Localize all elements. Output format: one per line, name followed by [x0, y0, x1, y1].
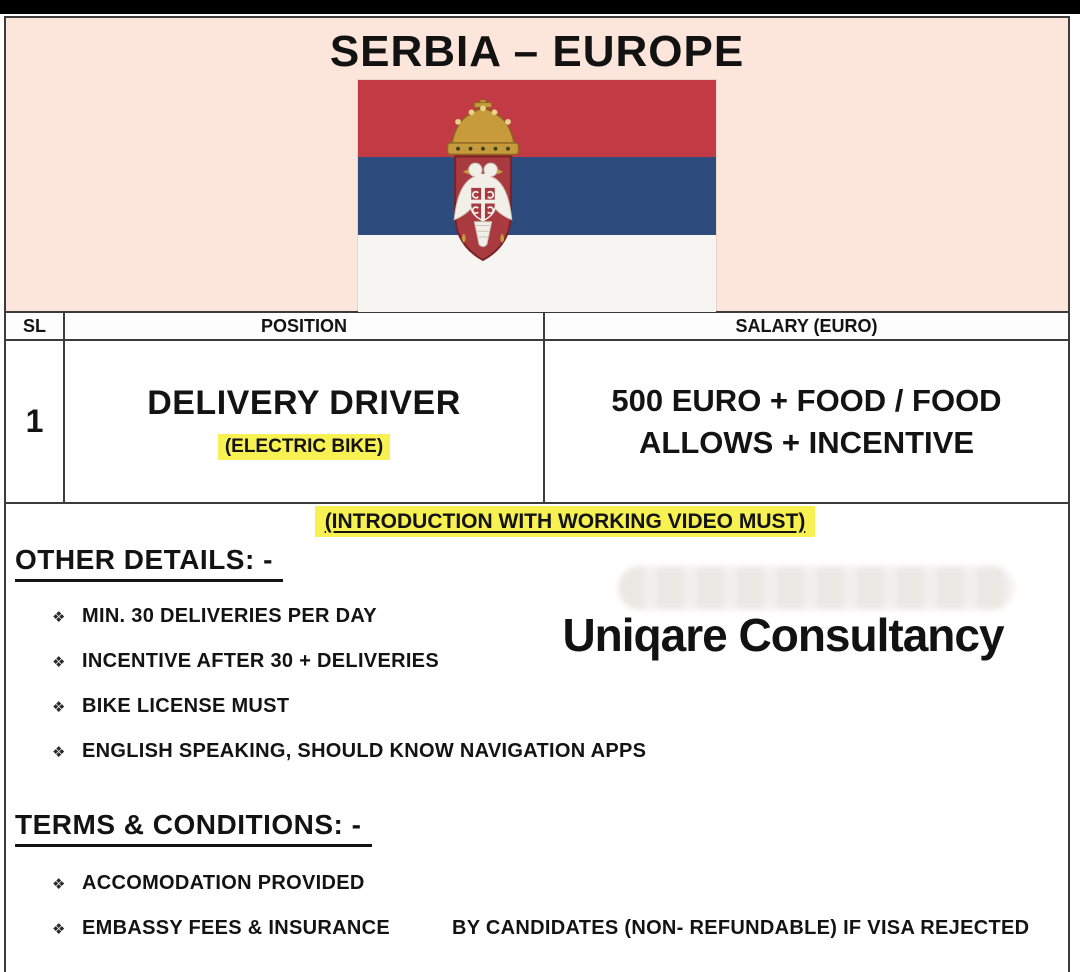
- position-note-wrap: [66, 434, 542, 460]
- terms-section: [6, 802, 1068, 939]
- serbia-flag: [358, 80, 716, 312]
- flyer-header: [6, 18, 1068, 313]
- diamond-bullet-icon: ❖: [52, 608, 66, 626]
- list-item: [52, 741, 1068, 762]
- flag-white-stripe: [358, 235, 716, 312]
- intro-note-wrap: [34, 506, 1080, 537]
- list-item-text: INCENTIVE AFTER 30 + DELIVERIES: [82, 650, 439, 672]
- list-item: [52, 696, 1068, 717]
- list-item-text: EMBASSY FEES & INSURANCE: [82, 917, 390, 939]
- diamond-bullet-icon: ❖: [52, 920, 66, 938]
- diamond-bullet-icon: ❖: [52, 875, 66, 893]
- salary-line-1: 500 EURO + FOOD / FOOD: [611, 382, 1002, 418]
- diamond-bullet-icon: ❖: [52, 743, 66, 761]
- diamond-bullet-icon: ❖: [52, 653, 66, 671]
- intro-note-highlight: (INTRODUCTION WITH WORKING VIDEO MUST): [315, 506, 816, 537]
- consultancy-watermark: Uniqare Consultancy: [562, 609, 1004, 661]
- list-item: [52, 918, 1068, 939]
- list-item-text: ENGLISH SPEAKING, SHOULD KNOW NAVIGATION APPS: [82, 740, 647, 762]
- table-header-row: [6, 313, 1068, 340]
- list-item-text: BIKE LICENSE MUST: [82, 695, 290, 717]
- list-item-suffix: BY CANDIDATES (NON- REFUNDABLE) IF VISA REJECTED: [452, 917, 1030, 939]
- cell-salary: [544, 340, 1068, 503]
- job-flyer-document: [4, 16, 1070, 972]
- serial-number: 1: [25, 403, 44, 439]
- terms-heading: TERMS & CONDITIONS: -: [15, 809, 372, 847]
- column-header-position: POSITION: [64, 313, 544, 340]
- serbia-coat-of-arms-icon: [435, 92, 531, 288]
- cell-position: [64, 340, 544, 503]
- diamond-bullet-icon: ❖: [52, 698, 66, 716]
- obscured-phone-number: [618, 566, 1014, 610]
- jobs-table: [6, 313, 1068, 504]
- column-header-sl: SL: [6, 313, 64, 340]
- position-name: DELIVERY DRIVER: [147, 383, 461, 422]
- flag-red-stripe: [358, 80, 716, 157]
- page-title: SERBIA – EUROPE: [329, 27, 745, 76]
- top-black-bar: [0, 0, 1080, 14]
- position-note-highlight: (ELECTRIC BIKE): [218, 434, 390, 460]
- terms-list: [6, 873, 1068, 939]
- list-item-text: MIN. 30 DELIVERIES PER DAY: [82, 605, 377, 627]
- cell-sl: [6, 340, 64, 503]
- list-item: [52, 873, 1068, 894]
- table-row: [6, 340, 1068, 503]
- list-item-text: ACCOMODATION PROVIDED: [82, 872, 365, 894]
- salary-line-2: ALLOWS + INCENTIVE: [639, 424, 974, 460]
- flag-blue-stripe: [358, 157, 716, 234]
- column-header-salary: SALARY (EURO): [544, 313, 1068, 340]
- other-details-heading: OTHER DETAILS: -: [15, 544, 283, 582]
